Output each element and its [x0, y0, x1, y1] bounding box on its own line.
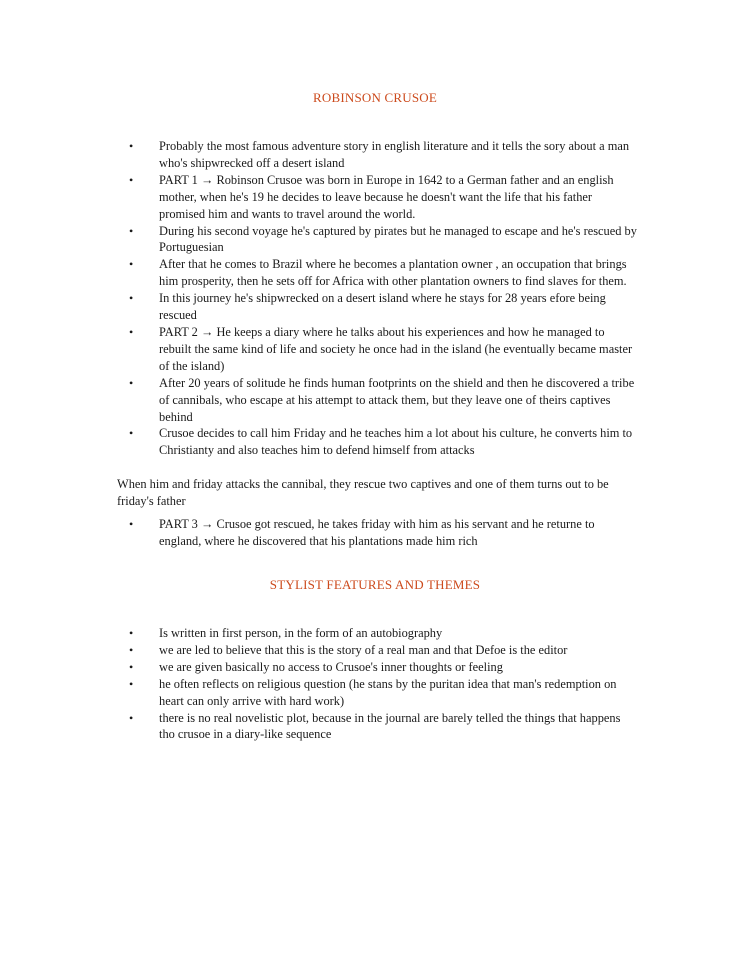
list-item: • there is no real novelistic plot, because in the journal are barely telled the things that happens tho crusoe in a diary-like sequence: [159, 710, 637, 744]
list-item: • we are given basically no access to Crusoe's inner thoughts or feeling: [159, 659, 637, 676]
list-item: • After that he comes to Brazil where he becomes a plantation owner , an occupation that brings him prosperity, then he sets off for Africa with other plantation owners to find slaves for them.: [159, 256, 637, 290]
document-title: ROBINSON CRUSOE: [313, 90, 437, 105]
body-paragraph: When him and friday attacks the cannibal, they rescue two captives and one of them turns out to be friday's father: [117, 477, 609, 508]
list-item: • During his second voyage he's captured by pirates but he managed to escape and he's rescued by Portuguesian: [159, 223, 637, 257]
section-subtitle: STYLIST FEATURES AND THEMES: [269, 577, 481, 592]
list-item: • Probably the most famous adventure story in english literature and it tells the sory about a man who's shipwrecked off a desert island: [159, 138, 637, 172]
section2-bullet-list: [159, 625, 637, 743]
section1-bullet-list: [159, 138, 637, 459]
list-item: • he often reflects on religious question (he stans by the puritan idea that man's redemption on heart can only arrive with hard work): [159, 676, 637, 710]
section1-bullet-list-continued: [159, 516, 637, 550]
list-item: • PART 3 → Crusoe got rescued, he takes friday with him as his servant and he returne to england, where he discovered that his plantations made him rich: [159, 516, 637, 550]
list-item: • PART 2 → He keeps a diary where he talks about his experiences and how he managed to rebuilt the same kind of life and society he once had in the island (he eventually became master of the island): [159, 324, 637, 375]
list-item: • PART 1 → Robinson Crusoe was born in Europe in 1642 to a German father and an english mother, when he's 19 he decides to leave because he doesn't want the life that his father promised him and wants to travel around the world.: [159, 172, 637, 223]
list-item: • After 20 years of solitude he finds human footprints on the shield and then he discovered a tribe of cannibals, who escape at his attempt to attack them, but they leave one of theirs captives behind: [159, 375, 637, 426]
list-item: • Is written in first person, in the form of an autobiography: [159, 625, 637, 642]
list-item: • Crusoe decides to call him Friday and he teaches him a lot about his culture, he converts him to Christianty and also teaches him to defend himself from attacks: [159, 425, 637, 459]
list-item: • we are led to believe that this is the story of a real man and that Defoe is the editor: [159, 642, 637, 659]
list-item: • In this journey he's shipwrecked on a desert island where he stays for 28 years efore being rescued: [159, 290, 637, 324]
